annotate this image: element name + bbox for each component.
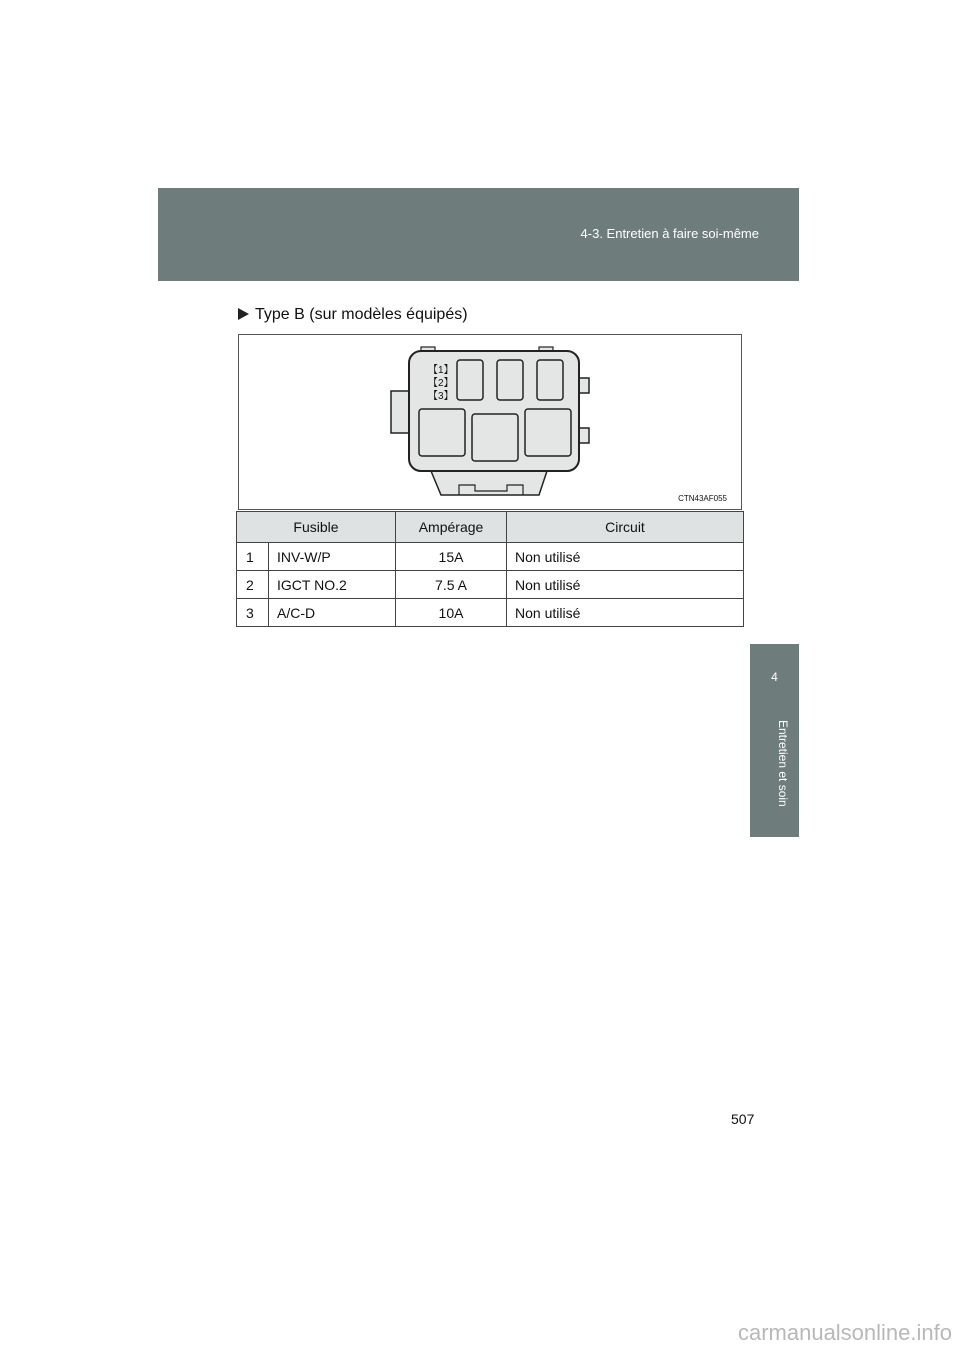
figure-code: CTN43AF055 [678, 494, 727, 503]
row-number: 1 [237, 543, 269, 571]
fuse-box-figure [238, 334, 742, 510]
fuse-amperage: 10A [396, 599, 507, 627]
fuse-amperage: 7.5 A [396, 571, 507, 599]
fuse-circuit: Non utilisé [507, 543, 744, 571]
row-number: 2 [237, 571, 269, 599]
slot-label-3: 【3】 [428, 391, 454, 402]
section-title-text: Type B (sur modèles équipés) [255, 306, 468, 323]
chapter-tab[interactable] [750, 644, 799, 837]
header-circuit: Circuit [507, 512, 744, 543]
triangle-bullet-icon [238, 308, 249, 320]
fuse-slot-top-1 [457, 360, 483, 400]
section-title [238, 306, 468, 324]
fuse-slot-top-2 [497, 360, 523, 400]
fuse-circuit: Non utilisé [507, 571, 744, 599]
fuse-table [236, 511, 744, 627]
section-header: 4-3. Entretien à faire soi-même [580, 226, 759, 241]
page-number: 507 [731, 1111, 755, 1127]
fuse-name: A/C-D [269, 599, 396, 627]
table-row [237, 543, 744, 571]
slot-label-1: 【1】 [428, 365, 454, 376]
header-band [158, 188, 799, 281]
fuse-box-illustration [239, 335, 741, 509]
right-tab-top [579, 378, 589, 393]
watermark[interactable]: carmanualsonline.info [737, 1320, 952, 1345]
relay-slot-1 [419, 409, 465, 456]
slot-label-2: 【2】 [428, 378, 454, 389]
chapter-number: 4 [771, 670, 778, 684]
chapter-label: Entretien et soin [776, 720, 790, 807]
row-number: 3 [237, 599, 269, 627]
fuse-amperage: 15A [396, 543, 507, 571]
table-row [237, 599, 744, 627]
fuse-circuit: Non utilisé [507, 599, 744, 627]
fuse-name: IGCT NO.2 [269, 571, 396, 599]
table-row [237, 571, 744, 599]
fuse-slot-top-3 [537, 360, 563, 400]
fuse-name: INV-W/P [269, 543, 396, 571]
header-fuse: Fusible [237, 512, 396, 543]
relay-slot-2 [472, 414, 518, 461]
header-amperage: Ampérage [396, 512, 507, 543]
table-header-row [237, 512, 744, 543]
relay-slot-3 [525, 409, 571, 456]
right-tab-bottom [579, 428, 589, 443]
